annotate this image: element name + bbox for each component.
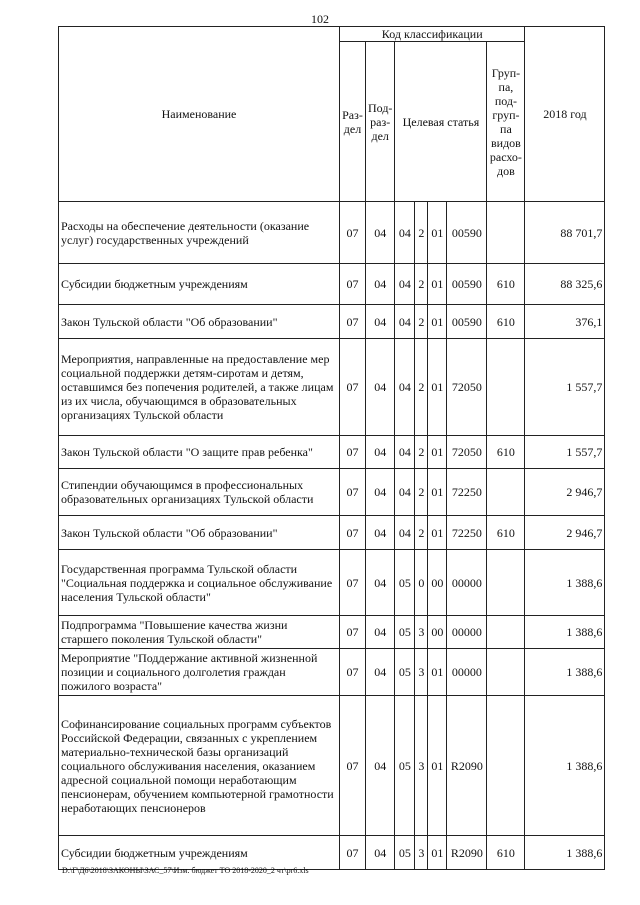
row-target-subprogram: 2 (415, 202, 428, 264)
row-target-subprogram: 0 (415, 550, 428, 616)
row-target-measure: 01 (428, 649, 447, 696)
row-target-measure: 01 (428, 339, 447, 436)
row-podrazdel: 04 (366, 469, 395, 516)
row-expense-type (487, 469, 525, 516)
row-razdel: 07 (340, 649, 366, 696)
page-number: 102 (311, 12, 329, 26)
row-target-subprogram: 2 (415, 516, 428, 550)
row-target-direction: 72250 (447, 516, 487, 550)
row-target-subprogram: 3 (415, 696, 428, 836)
row-target-program: 04 (395, 436, 415, 469)
row-razdel: 07 (340, 516, 366, 550)
row-podrazdel: 04 (366, 616, 395, 649)
row-expense-type: 610 (487, 436, 525, 469)
row-name: Государственная программа Тульской области "Социальная поддержка и социальное обслуживание населения Тульской области" (59, 550, 340, 616)
row-target-subprogram: 2 (415, 339, 428, 436)
row-amount: 1 388,6 (525, 696, 605, 836)
row-amount: 2 946,7 (525, 469, 605, 516)
row-podrazdel: 04 (366, 202, 395, 264)
row-expense-type (487, 696, 525, 836)
table-row (59, 202, 605, 264)
row-name: Закон Тульской области "О защите прав ребенка" (59, 436, 340, 469)
row-target-program: 04 (395, 202, 415, 264)
row-expense-type (487, 649, 525, 696)
table-row (59, 616, 605, 649)
row-name: Софинансирование социальных программ субъектов Российской Федерации, связанных с укреплением материально-технической базы организаций социального обслуживания населения, оказанием адресной социальной помощи неработающим пенсионерам, обучением компьютерной грамотности неработающих пенсионеров (59, 696, 340, 836)
row-podrazdel: 04 (366, 264, 395, 305)
row-target-direction: R2090 (447, 696, 487, 836)
row-target-direction: 00590 (447, 202, 487, 264)
row-name: Мероприятия, направленные на предоставление мер социальной поддержки детям-сиротам и детям, оставшимся без попечения родителей, а также лицам из их числа, обучающимся в образовательных организациях Тульской области (59, 339, 340, 436)
row-target-direction: R2090 (447, 836, 487, 870)
row-target-measure: 01 (428, 469, 447, 516)
row-razdel: 07 (340, 305, 366, 339)
row-razdel: 07 (340, 202, 366, 264)
row-target-subprogram: 2 (415, 469, 428, 516)
table-row (59, 436, 605, 469)
row-target-direction: 00590 (447, 305, 487, 339)
row-target-subprogram: 3 (415, 836, 428, 870)
row-target-program: 05 (395, 696, 415, 836)
row-amount: 88 325,6 (525, 264, 605, 305)
table-row (59, 836, 605, 870)
row-amount: 1 557,7 (525, 436, 605, 469)
header-group: Груп- па, под- груп- па видов расхо- дов (487, 42, 525, 202)
row-name: Субсидии бюджетным учреждениям (59, 836, 340, 870)
row-razdel: 07 (340, 339, 366, 436)
row-amount: 2 946,7 (525, 516, 605, 550)
budget-table (58, 26, 605, 870)
row-target-direction: 00000 (447, 550, 487, 616)
row-razdel: 07 (340, 469, 366, 516)
table-row (59, 550, 605, 616)
row-target-measure: 01 (428, 264, 447, 305)
row-name: Мероприятие "Поддержание активной жизненной позиции и социального долголетия граждан пожилого возраста" (59, 649, 340, 696)
row-target-program: 05 (395, 616, 415, 649)
row-target-program: 05 (395, 836, 415, 870)
row-target-subprogram: 3 (415, 649, 428, 696)
row-amount: 1 557,7 (525, 339, 605, 436)
row-expense-type: 610 (487, 516, 525, 550)
table-row (59, 516, 605, 550)
header-subsection: Под- раз- дел (366, 42, 395, 202)
row-razdel: 07 (340, 696, 366, 836)
row-target-measure: 01 (428, 436, 447, 469)
row-razdel: 07 (340, 836, 366, 870)
row-target-program: 04 (395, 516, 415, 550)
file-path-footer: D:\Г\Д6\2018\ЗАКОНЫ\ЗАС_57\Изм. бюджет ТО 2018-2020_2 чт\pr6.xls (62, 866, 309, 875)
row-target-program: 05 (395, 649, 415, 696)
row-target-direction: 72250 (447, 469, 487, 516)
row-target-subprogram: 2 (415, 436, 428, 469)
row-razdel: 07 (340, 436, 366, 469)
row-razdel: 07 (340, 550, 366, 616)
row-target-program: 04 (395, 339, 415, 436)
table-row (59, 696, 605, 836)
row-name: Стипендии обучающимся в профессиональных образовательных организациях Тульской области (59, 469, 340, 516)
row-target-program: 05 (395, 550, 415, 616)
header-section: Раз- дел (340, 42, 366, 202)
row-razdel: 07 (340, 616, 366, 649)
row-target-subprogram: 3 (415, 616, 428, 649)
row-target-measure: 01 (428, 202, 447, 264)
header-year: 2018 год (525, 27, 605, 202)
row-expense-type (487, 550, 525, 616)
row-expense-type (487, 339, 525, 436)
header-name: Наименование (59, 27, 340, 202)
row-target-direction: 00000 (447, 649, 487, 696)
row-name: Подпрограмма "Повышение качества жизни старшего поколения Тульской области" (59, 616, 340, 649)
header-target: Целевая статья (395, 42, 487, 202)
row-target-measure: 01 (428, 305, 447, 339)
row-target-measure: 01 (428, 836, 447, 870)
row-podrazdel: 04 (366, 696, 395, 836)
row-podrazdel: 04 (366, 436, 395, 469)
row-podrazdel: 04 (366, 649, 395, 696)
row-target-program: 04 (395, 469, 415, 516)
row-name: Закон Тульской области "Об образовании" (59, 516, 340, 550)
table-row (59, 264, 605, 305)
row-target-direction: 72050 (447, 339, 487, 436)
row-target-measure: 01 (428, 516, 447, 550)
row-expense-type: 610 (487, 305, 525, 339)
row-expense-type: 610 (487, 264, 525, 305)
row-podrazdel: 04 (366, 550, 395, 616)
row-name: Расходы на обеспечение деятельности (оказание услуг) государственных учреждений (59, 202, 340, 264)
row-target-direction: 00000 (447, 616, 487, 649)
row-podrazdel: 04 (366, 516, 395, 550)
table-row (59, 339, 605, 436)
row-expense-type: 610 (487, 836, 525, 870)
row-amount: 376,1 (525, 305, 605, 339)
row-target-subprogram: 2 (415, 305, 428, 339)
row-amount: 1 388,6 (525, 616, 605, 649)
row-expense-type (487, 616, 525, 649)
row-target-measure: 01 (428, 696, 447, 836)
row-target-measure: 00 (428, 616, 447, 649)
row-expense-type (487, 202, 525, 264)
row-target-direction: 00590 (447, 264, 487, 305)
row-target-program: 04 (395, 305, 415, 339)
row-amount: 88 701,7 (525, 202, 605, 264)
row-amount: 1 388,6 (525, 836, 605, 870)
row-podrazdel: 04 (366, 305, 395, 339)
row-target-measure: 00 (428, 550, 447, 616)
table-row (59, 305, 605, 339)
row-podrazdel: 04 (366, 339, 395, 436)
row-target-direction: 72050 (447, 436, 487, 469)
row-podrazdel: 04 (366, 836, 395, 870)
row-target-subprogram: 2 (415, 264, 428, 305)
table-row (59, 469, 605, 516)
row-target-program: 04 (395, 264, 415, 305)
row-amount: 1 388,6 (525, 649, 605, 696)
row-name: Закон Тульской области "Об образовании" (59, 305, 340, 339)
row-amount: 1 388,6 (525, 550, 605, 616)
table-row (59, 649, 605, 696)
row-razdel: 07 (340, 264, 366, 305)
row-name: Субсидии бюджетным учреждениям (59, 264, 340, 305)
header-code: Код классификации (340, 27, 525, 42)
